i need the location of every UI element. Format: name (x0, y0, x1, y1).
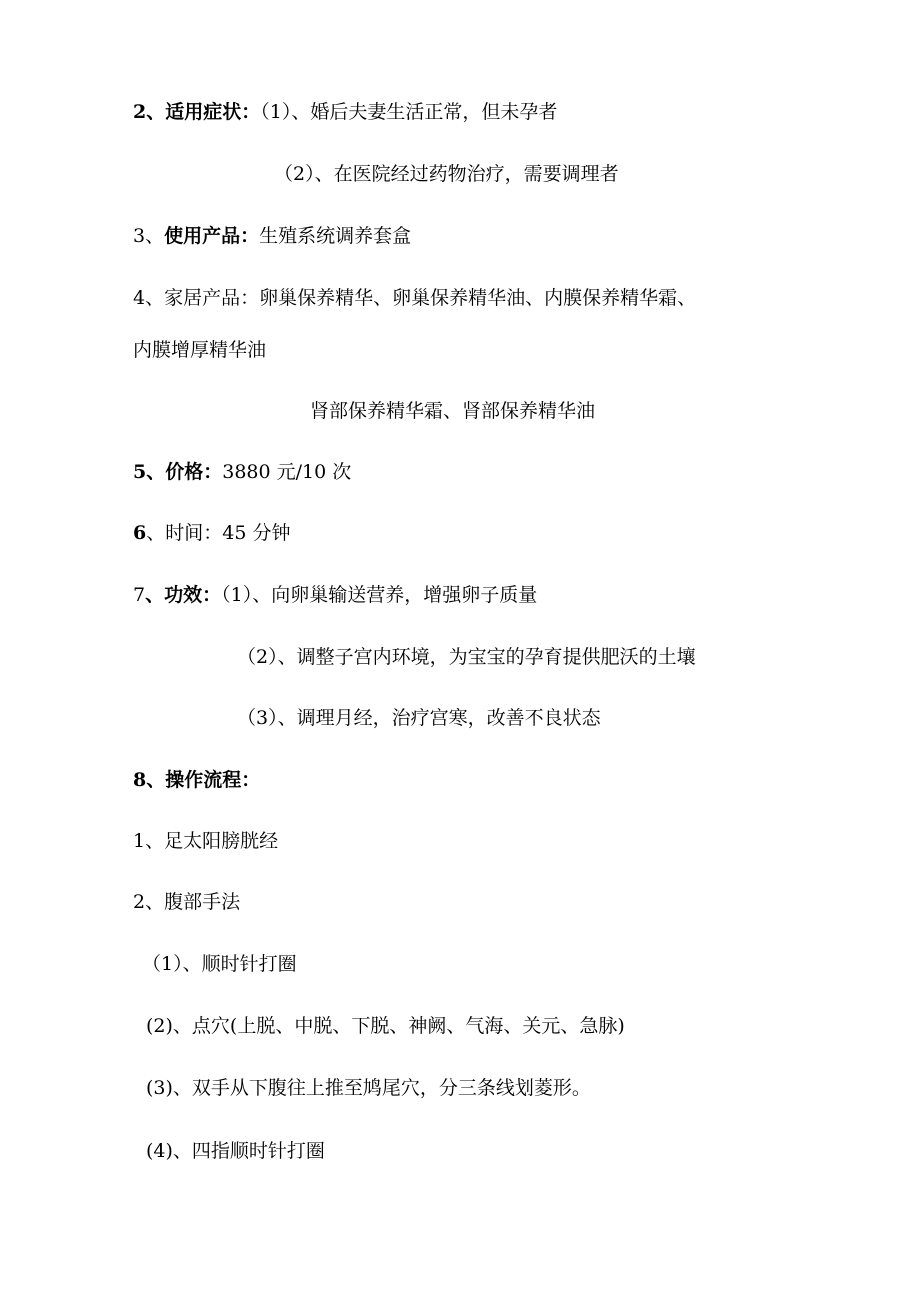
effect-item-1: （1）、向卵巢输送营养，增强卵子质量 (221, 584, 538, 606)
effect-number: 7 (133, 584, 146, 606)
procedure-label: 8、操作流程： (133, 769, 261, 791)
price-label: 5、价格： (133, 461, 223, 483)
symptoms-item-2: （2）、在医院经过药物治疗，需要调理者 (274, 163, 619, 185)
time-number: 6 (133, 522, 147, 544)
home-products-line: 4、家居产品：卵巢保养精华、卵巢保养精华油、内膜保养精华霜、 (133, 287, 697, 309)
procedure-substep-2: (2)、点穴(上脱、中脱、下脱、神阙、气海、关元、急脉) (146, 1015, 625, 1037)
procedure-substep-4: (4)、四指顺时针打圈 (146, 1140, 325, 1162)
procedure-step-2: 2、腹部手法 (133, 891, 241, 913)
product-line (133, 224, 411, 248)
product-value: 生殖系统调养套盒 (259, 225, 412, 247)
effect-item-2: （2）、调整子宫内环境，为宝宝的孕育提供肥沃的土壤 (237, 646, 696, 668)
home-products-cont-1: 内膜增厚精华油 (133, 339, 267, 361)
product-number: 3、 (133, 225, 165, 247)
procedure-substep-3: (3)、双手从下腹往上推至鸠尾穴，分三条线划菱形。 (146, 1077, 591, 1099)
symptoms-line (133, 100, 557, 124)
procedure-step-1: 1、足太阳膀胱经 (133, 830, 279, 852)
price-value: 3880 元/10 次 (222, 461, 352, 483)
procedure-substep-1: （1）、顺时针打圈 (142, 953, 297, 975)
home-products-cont-2: 肾部保养精华霜、肾部保养精华油 (310, 400, 596, 422)
effect-label: 、功效： (145, 584, 222, 606)
effect-line (133, 583, 537, 607)
product-label: 使用产品： (164, 225, 260, 247)
symptoms-label: 2、适用症状： (133, 101, 261, 123)
symptoms-item-1: （1）、婚后夫妻生活正常，但未孕者 (260, 101, 558, 123)
time-line (133, 521, 290, 545)
time-text: 、时间：45 分钟 (146, 522, 291, 544)
effect-item-3: （3）、调理月经，治疗宫寒，改善不良状态 (237, 707, 601, 729)
price-line (133, 460, 351, 484)
